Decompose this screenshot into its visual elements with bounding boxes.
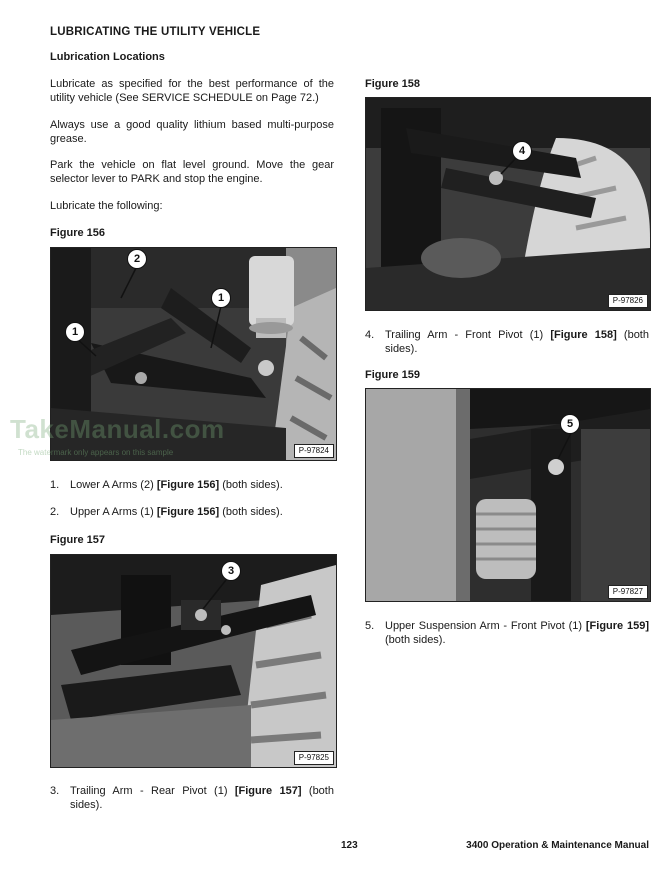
callout-4: 4 [512,141,532,161]
figure-159-code: P-97827 [608,585,648,599]
figure-reference: [Figure 156] [156,479,220,491]
figure-159-illustration [366,389,650,601]
watermark-logo: TakeManual.com [10,414,225,444]
callout-1-lower: 1 [65,322,85,342]
item-number: 4. [365,329,375,341]
figure-159-label: Figure 159 [365,369,421,381]
item-text: Upper A Arms (1) [Figure 156] (both sides). [70,506,283,518]
watermark-note: The watermark only appears on this sample [18,448,174,457]
figure-158-label: Figure 158 [365,78,421,90]
manual-title: 3400 Operation & Maintenance Manual [466,840,649,851]
list-item [50,478,335,492]
figure-reference: [Figure 159] [585,620,649,632]
list-item [365,328,649,356]
list-item [365,619,649,647]
list-item [50,784,335,812]
item-number: 5. [365,620,375,632]
figure-157-label: Figure 157 [50,534,106,546]
intro-paragraph-2: Always use a good quality lithium based multi-purpose grease. [50,119,334,145]
figure-158-code: P-97826 [608,294,648,308]
callout-5: 5 [560,414,580,434]
figure-156-code: P-97824 [294,444,334,458]
intro-paragraph-4: Lubricate the following: [50,200,163,212]
figure-reference: [Figure 157] [234,785,302,797]
item-text: Lower A Arms (2) [Figure 156] (both sides). [70,479,283,491]
list-item [50,505,335,519]
figure-157-photo [50,554,337,768]
item-text: Upper Suspension Arm - Front Pivot (1) [Figure 159] (both sides). [385,620,649,646]
figure-156-label: Figure 156 [50,227,106,239]
figure-reference: [Figure 156] [156,506,220,518]
figure-157-illustration [51,555,336,767]
intro-paragraph-3: Park the vehicle on flat level ground. Move the gear selector lever to PARK and stop the engine. [50,159,334,185]
item-number: 3. [50,785,60,797]
item-number: 1. [50,479,60,491]
item-number: 2. [50,506,60,518]
intro-paragraph-1: Lubricate as specified for the best performance of the utility vehicle (See SERVICE SCHEDULE on Page 72.) [50,78,334,104]
figure-reference: [Figure 158] [550,329,617,341]
figure-159-photo [365,388,651,602]
subsection-title: Lubrication Locations [50,51,165,63]
section-title: LUBRICATING THE UTILITY VEHICLE [50,26,261,38]
figure-158-illustration [366,98,650,310]
page-number: 123 [341,840,358,851]
item-text: Trailing Arm - Front Pivot (1) [Figure 158] (both sides). [385,329,649,355]
callout-2: 2 [127,249,147,269]
figure-158-photo [365,97,651,311]
callout-1-upper: 1 [211,288,231,308]
item-text: Trailing Arm - Rear Pivot (1) [Figure 157] (both sides). [70,785,334,811]
figure-157-code: P-97825 [294,751,334,765]
callout-3: 3 [221,561,241,581]
